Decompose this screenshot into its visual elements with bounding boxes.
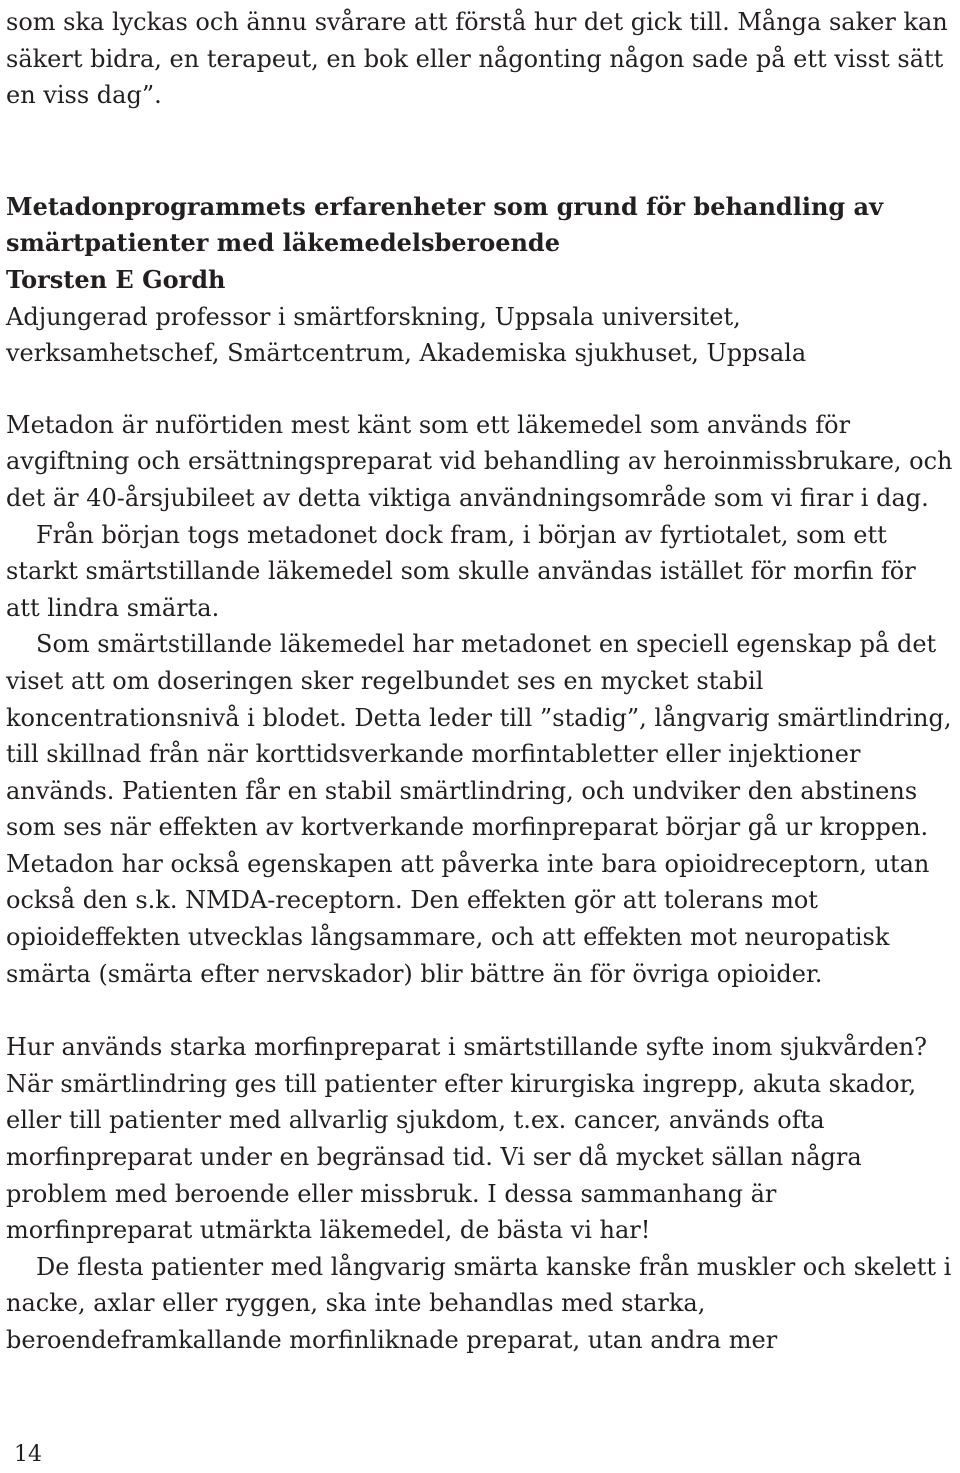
article-author: Torsten E Gordh [6, 264, 226, 294]
intro-paragraph: som ska lyckas och ännu svårare att förstå hur det gick till. Många saker kan säkert bidra, en terapeut, en bok eller någonting någon sade på ett visst sätt en viss dag”. [6, 8, 948, 110]
spacer [6, 992, 956, 1029]
article-affiliation: Adjungerad professor i smärtforskning, Uppsala universitet, verksamhetschef, Smärtcentrum, Akademiska sjukhuset, Uppsala [6, 302, 807, 368]
section-1 [6, 407, 956, 993]
spacer [6, 372, 956, 407]
article-header [6, 189, 956, 372]
paragraph: Hur används starka morfinpreparat i smärtstillande syfte inom sjukvården? När smärtlindring ges till patienter efter kirurgiska ingrepp, akuta skador, eller till patienter med allvarlig sjukdom, t.ex. cancer, används ofta morfinpreparat under en begränsad tid. Vi ser då mycket sällan några problem med beroende eller missbruk. I dessa sammanhang är morfinpreparat utmärkta läkemedel, de bästa vi har! [6, 1033, 927, 1245]
article-title: Metadonprogrammets erfarenheter som grund för behandling av smärtpatienter med läkemedelsberoende [6, 191, 884, 258]
paragraph: De flesta patienter med långvarig smärta kanske från muskler och skelett i nacke, axlar eller ryggen, ska inte behandlas med starka, beroendeframkallande morfinliknade preparat, utan andra mer [6, 1252, 952, 1354]
intro-block [6, 4, 956, 114]
document-page [6, 4, 956, 1359]
spacer [6, 114, 956, 189]
page-number: 14 [14, 1442, 42, 1467]
section-2 [6, 1029, 956, 1358]
paragraph: Från början togs metadonet dock fram, i början av fyrtiotalet, som ett starkt smärtstillande läkemedel som skulle användas istället för morfin för att lindra smärta. [6, 520, 916, 622]
paragraph: Metadon är nuförtiden mest känt som ett läkemedel som används för avgiftning och ersättningspreparat vid behandling av heroinmissbrukare, och det är 40-årsjubileet av detta viktiga användningsområde som vi firar i dag. [6, 410, 953, 512]
paragraph: Som smärtstillande läkemedel har metadonet en speciell egenskap på det viset att om doseringen sker regelbundet ses en mycket stabil koncentrationsnivå i blodet. Detta leder till ”stadig”, långvarig smärtlindring, till skillnad från när korttidsverkande morfintabletter eller injektioner används. Patienten får en stabil smärtlindring, och undviker den abstinens som ses när effekten av kortverkande morfinpreparat börjar gå ur kroppen. Metadon har också egenskapen att påverka inte bara opioidreceptorn, utan också den s.k. NMDA-receptorn. Den effekten gör att tolerans mot opioideffekten utvecklas långsammare, och att effekten mot neuropatisk smärta (smärta efter nervskador) blir bättre än för övriga opioider. [6, 630, 952, 988]
